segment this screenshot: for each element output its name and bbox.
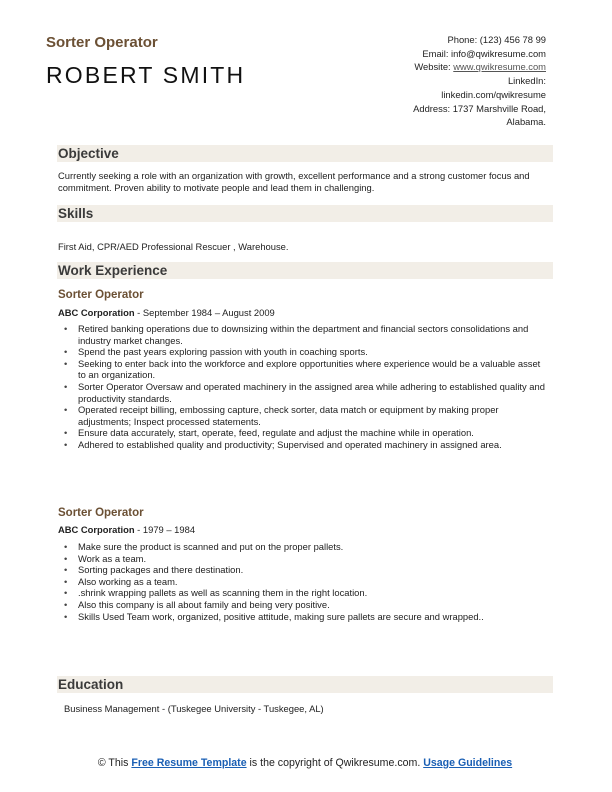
list-item: • Skills Used Team work, organized, positive attitude, making sure pallets are secure and wrapped..: [64, 611, 549, 623]
job-2-company: ABC Corporation: [58, 524, 135, 535]
contact-email: Email: info@qwikresume.com: [422, 47, 546, 59]
copyright-footer: [60, 757, 550, 770]
work-experience-heading: Work Experience: [58, 263, 168, 278]
list-item: • Make sure the product is scanned and put on the proper pallets.: [64, 541, 549, 553]
skills-text: First Aid, CPR/AED Professional Rescuer , Warehouse.: [58, 241, 289, 252]
contact-linkedin-label: LinkedIn:: [507, 75, 546, 87]
list-item: • Work as a team.: [64, 553, 549, 565]
work-experience-heading-bar: [57, 262, 553, 279]
contact-website: [336, 60, 546, 74]
job-2-role: Sorter Operator: [58, 507, 144, 519]
job-1-company: ABC Corporation: [58, 307, 135, 318]
website-link[interactable]: www.qwikresume.com: [453, 61, 546, 73]
job-1-bullets: [64, 323, 549, 451]
candidate-name: ROBERT SMITH: [46, 62, 246, 88]
list-item: • Sorter Operator Oversaw and operated machinery in the assigned area while adhering to established quality and productivity standards.: [64, 381, 549, 404]
resume-header: [46, 30, 566, 130]
list-item: • Adhered to established quality and productivity; Supervised and operated machinery in assigned area.: [64, 439, 549, 451]
job-2-dates: - 1979 – 1984: [134, 524, 196, 535]
contact-address-line2: Alabama.: [506, 116, 546, 128]
footer-middle: is the copyright of Qwikresume.com.: [246, 757, 424, 769]
list-item: • Also working as a team.: [64, 576, 549, 588]
usage-guidelines-link[interactable]: Usage Guidelines: [423, 757, 513, 769]
list-item: • Retired banking operations due to downsizing within the department and financial sectors consolidations and industry market changes.: [64, 323, 549, 346]
education-text: Business Management - (Tuskegee University - Tuskegee, AL): [64, 703, 324, 714]
job-1-role: Sorter Operator: [58, 289, 144, 301]
education-heading: Education: [58, 677, 124, 692]
list-item: • Seeking to enter back into the workforce and explore opportunities where experience would be a valuable asset to an organization.: [64, 358, 549, 381]
objective-heading: Objective: [58, 146, 119, 161]
job-2-bullets: [64, 541, 549, 622]
objective-text: Currently seeking a role with an organization with growth, excellent performance and a strong customer focus and commitment. Proven ability to motivate people and lead them in challenging.: [58, 170, 530, 193]
job-title: Sorter Operator: [46, 34, 158, 51]
contact-address-line1: Address: 1737 Marshville Road,: [413, 102, 546, 114]
job-1-dates: - September 1984 – August 2009: [134, 307, 275, 318]
education-heading-bar: [57, 676, 553, 693]
skills-heading-bar: [57, 205, 553, 222]
contact-phone: Phone: (123) 456 78 99: [447, 34, 546, 45]
list-item: • Ensure data accurately, start, operate, feed, regulate and adjust the machine while in operation.: [64, 427, 549, 439]
list-item: • Sorting packages and there destination.: [64, 564, 549, 576]
job-2-employer: [58, 524, 195, 535]
free-resume-template-link[interactable]: Free Resume Template: [131, 757, 247, 769]
list-item: • .shrink wrapping pallets as well as scanning them in the right location.: [64, 587, 549, 599]
website-label: Website:: [414, 61, 454, 73]
job-1-employer: [58, 307, 275, 318]
skills-heading: Skills: [58, 206, 94, 221]
contact-linkedin-value: linkedin.com/qwikresume: [441, 88, 546, 100]
list-item: • Spend the past years exploring passion with youth in coaching sports.: [64, 346, 549, 358]
list-item: • Also this company is all about family and being very positive.: [64, 599, 549, 611]
footer-prefix: © This: [97, 757, 132, 769]
list-item: • Operated receipt billing, embossing capture, check sorter, data match or equipment by making proper adjustments; Inspect processed statements.: [64, 404, 549, 427]
contact-info: [336, 33, 546, 129]
objective-heading-bar: [57, 145, 553, 162]
